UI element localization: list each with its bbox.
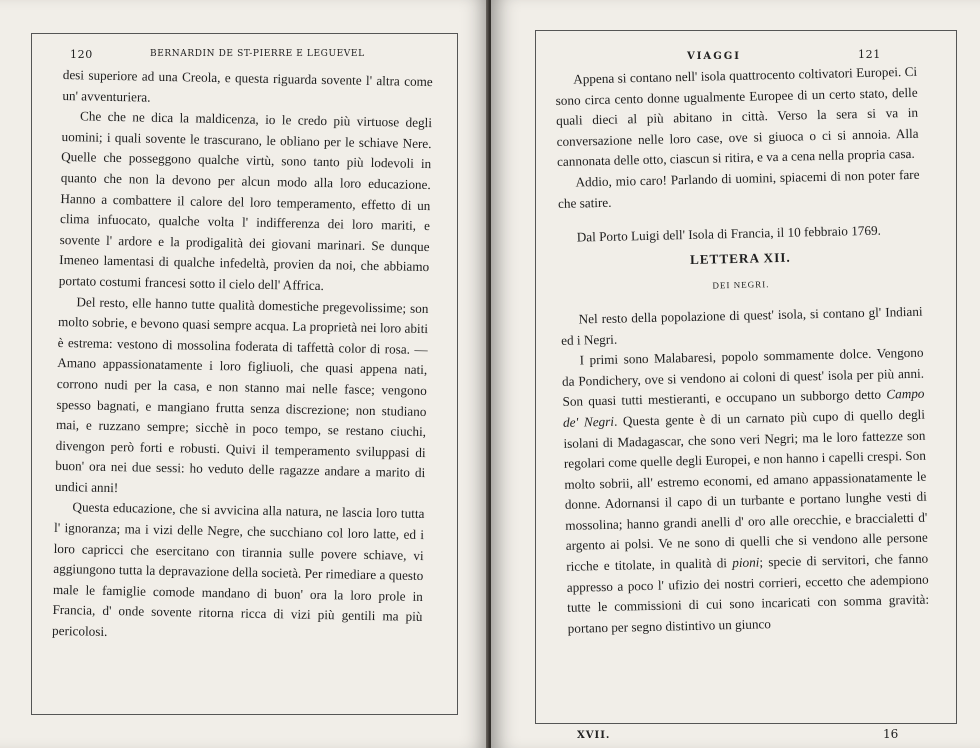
paragraph: Appena si contano nell' isola quattrocento coltivatori Europei. Ci sono circa cento donne ugualmente Europee di un certo stato, delle quali dieci al più abitano in città. Verso la sera si va in conversazione nelle loro case, ove si giuoca o ci si annoia. Alla cannonata delle otto, ciascun si ritira, e va a cena nella propria casa. — [555, 63, 919, 170]
running-head: VIAGGI — [687, 51, 741, 62]
text-run: I primi sono Malabaresi, popolo sommamente dolce. Vengono da Pondichery, ove si vendono ai coloni di quest' isola per più anni. Son quasi tutti mestieranti, e occupano un subborgo detto — [561, 344, 925, 410]
running-head: BERNARDIN DE ST-PIERRE E LEGUEVEL — [150, 49, 365, 59]
right-body-text — [555, 62, 930, 640]
page-number: 121 — [858, 48, 881, 61]
sheet-number: 16 — [883, 727, 899, 741]
signature-mark: XVII. — [577, 730, 611, 741]
left-page — [0, 0, 489, 748]
paragraph: Che che ne dica la maldicenza, io le credo più virtuose degli uomini; i quali sovente le trascurano, le obliano per le schiave Nere. Quelle che posseggono qualche virtù, sono tanto più lodevoli in quanto che non la devono per alcun modo alla loro educazione. Hanno a combattere il calore del loro temperamento, effetto di un clima infuocato, qualche volta l' indifferenza dei loro mariti, e sovente l' ardore e la prodigalità dei giovani marinari. Se dunque Imeneo lamentasi di qualche infedeltà, provien da noi, che abbiamo portato costumi francesi sotto il cielo dell' Affrica. — [58, 108, 433, 293]
paragraph — [561, 343, 929, 639]
paragraph: desi superiore ad una Creola, e questa riguarda sovente l' altra come un' avventuriera. — [62, 66, 433, 105]
italic-text: pioni — [732, 554, 760, 571]
paragraph: Addio, mio caro! Parlando di uomini, spiacemi di non poter fare che satire. — [557, 166, 920, 211]
paragraph: Del resto, elle hanno tutte qualità domestiche pregevolissime; son molto sobrie, e bevono quasi sempre acqua. La proprietà nei loro abiti è estrema: vestono di mossolina foderata di taffettà color di rosa. — Amano appassionatamente i loro figliuoli, che quasi appena nati, corrono nudi per la casa, e non stanno mai nelle fasce; vengono spesso bagnati, e mangiano frutta senza discrezione; non studiano mai, e ruzzano sempre; sicchè in poco tempo, se restano ciuchi, divengon però forti e robusti. Quivi il temperamento sviluppasi di buon' ora nei due sessi: ho veduto delle ragazze andare a marito di undici anni! — [54, 293, 429, 496]
section-title: DEI NEGRI. — [712, 279, 770, 291]
right-page — [491, 0, 980, 748]
paragraph: Nel resto della popolazione di quest' isola, si contano gl' Indiani ed i Negri. — [560, 303, 923, 348]
page-number: 120 — [70, 48, 93, 61]
italic-text: Campo de' Negri — [562, 386, 925, 430]
dateline: Dal Porto Luigi dell' Isola di Francia, il 10 febbraio 1769. — [576, 222, 882, 245]
left-body-text — [52, 65, 433, 649]
letter-title: LETTERA XII. — [689, 249, 791, 267]
paragraph: Questa educazione, che si avvicina alla natura, ne lascia loro tutta l' ignoranza; ma i vizi delle Negre, che succhiano col loro latte, ed i loro capricci che esercitano con tirannia sulle povere schiave, vi aggiungono tutta la depravazione della società. Per rimediare a questo male le famiglie comode mandano di buon' ora la loro prole in Francia, d' onde sovente ritorna ricca di vizi più gentili ma più pericolosi. — [51, 499, 425, 639]
text-run: . Questa gente è di un carnato più cupo di quello degli isolani di Madagascar, che sono veri Negri; ma le loro fattezze son regolari come quelle degli Europei, e non hanno i capelli crespi. Son molto sobrii, all' estremo economi, ed amano appassionatamente le donne. Adornansi il capo di un turbante e portano lunghe vesti di mossolina; hanno grandi anelli d' oro alle orecchie, e braccialetti d' argento ai polsi. Ve ne sono di quelli che si vendono alle persone ricche e titolate, in qualità di — [563, 406, 928, 574]
text-run: ; specie di servitori, che fanno appresso a poco l' ufizio dei nostri corrieri, eccetto che adempiono tutte le commissioni di cui sono incaricati con somma gravità: portano per segno distintivo un giunco — [566, 550, 930, 636]
